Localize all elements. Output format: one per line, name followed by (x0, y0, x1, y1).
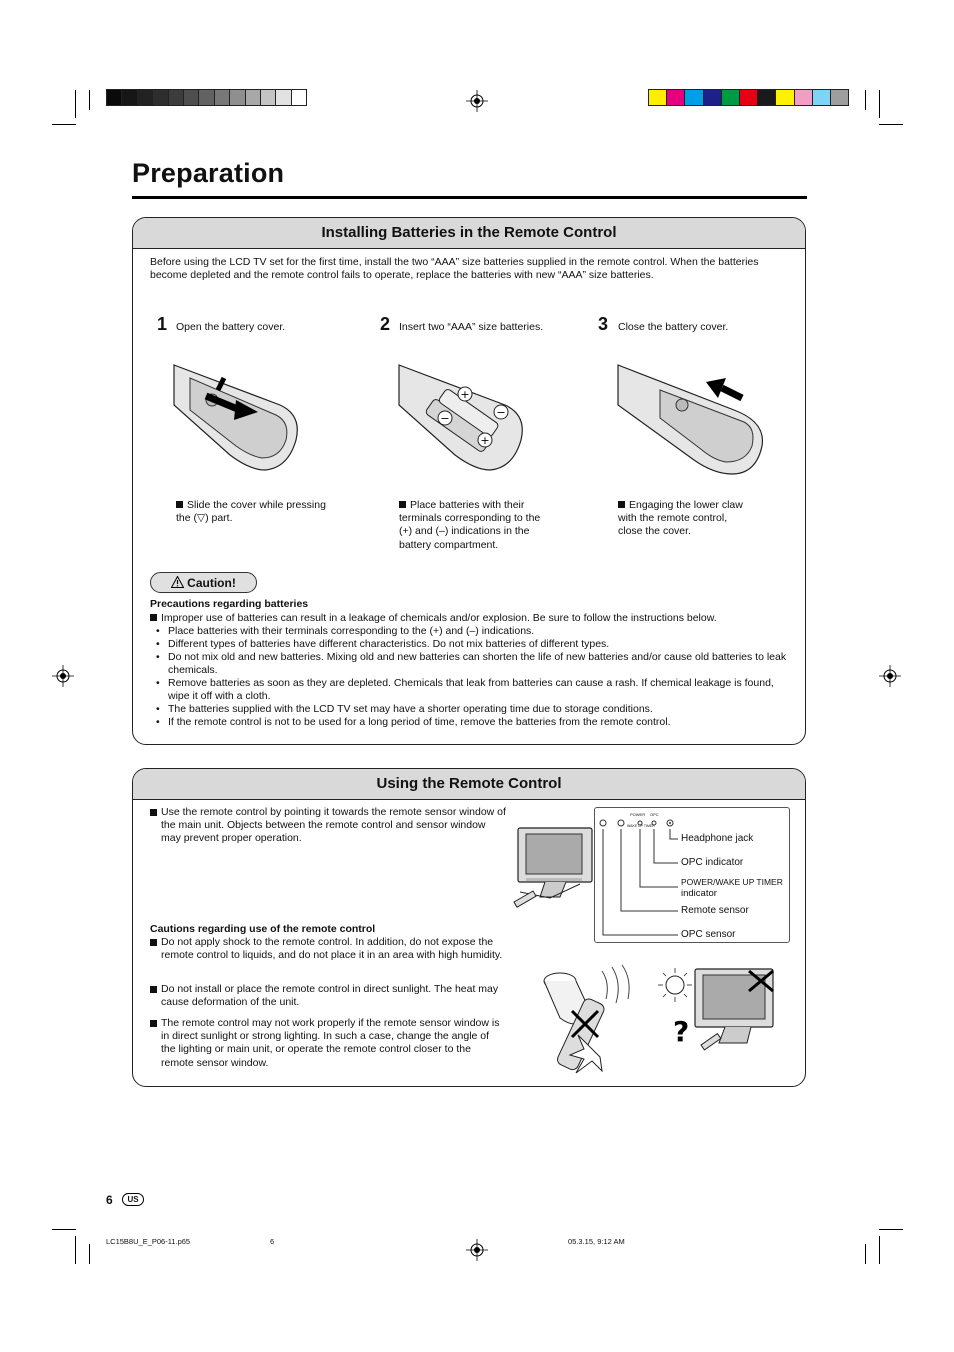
step-2-note (399, 499, 549, 552)
color-swatch (198, 89, 214, 106)
remote-caution-1-text: Do not apply shock to the remote control. In addition, do not expose the remote control to liquids, and do not place it in an area with high humidity. (161, 936, 503, 962)
indicator-leader-lines (594, 807, 790, 943)
remote-close-cover-illustration (614, 360, 774, 480)
square-bullet-icon (399, 501, 406, 508)
registration-mark-icon (52, 665, 74, 687)
tv-front-illustration (510, 822, 600, 914)
list-item: • Different types of batteries have different characteristics. Do not mix batteries of different types. (150, 638, 790, 651)
color-swatch (757, 89, 776, 106)
square-bullet-icon (150, 1020, 157, 1027)
square-bullet-icon (150, 986, 157, 993)
color-swatch (183, 89, 199, 106)
color-swatch (275, 89, 291, 106)
opc-indicator-label: OPC indicator (681, 857, 744, 868)
color-swatch (648, 89, 667, 106)
color-swatch (152, 89, 168, 106)
remote-sensor-label: Remote sensor (681, 905, 749, 916)
step-1-note (176, 499, 326, 525)
color-swatch (121, 89, 137, 106)
batteries-heading: Installing Batteries in the Remote Control (133, 218, 805, 249)
step-2-text: Insert two “AAA” size batteries. (399, 321, 544, 333)
crop-mark (879, 124, 903, 125)
crop-mark (89, 90, 90, 110)
remote-caution-3 (150, 1017, 506, 1070)
svg-text:?: ? (673, 1015, 690, 1048)
color-swatch (137, 89, 153, 106)
step-3-note (618, 499, 748, 539)
square-bullet-icon (150, 614, 157, 621)
color-swatch (830, 89, 849, 106)
opc-sensor-label: OPC sensor (681, 929, 736, 940)
power-indicator-label-1: POWER/WAKE UP TIMER (681, 877, 783, 887)
color-swatch (106, 89, 122, 106)
svg-text:−: − (440, 412, 450, 425)
svg-text:+: + (480, 434, 490, 447)
step-1-note-text: Slide the cover while pressing the (▽) part. (176, 499, 326, 525)
region-badge-text: US (127, 1195, 139, 1204)
step-2-number: 2 (380, 314, 391, 334)
color-swatch (168, 89, 184, 106)
color-swatch (775, 89, 794, 106)
list-item: • Place batteries with their terminals corresponding to the (+) and (–) indications. (150, 625, 790, 638)
square-bullet-icon (618, 501, 625, 508)
color-swatch (291, 89, 307, 106)
remote-caution-2-text: Do not install or place the remote control in direct sunlight. The heat may cause deformation of the unit. (161, 983, 499, 1009)
page-number: 6 (106, 1193, 113, 1207)
color-swatch (245, 89, 261, 106)
region-badge (122, 1193, 144, 1206)
step-1-number: 1 (157, 314, 168, 334)
remote-cautions-title: Cautions regarding use of the remote control (150, 923, 376, 935)
caution-label: Caution! (187, 576, 236, 590)
square-bullet-icon (150, 939, 157, 946)
color-swatch (812, 89, 831, 106)
remote-caution-2 (150, 983, 506, 1009)
svg-text:−: − (496, 406, 506, 419)
remote-insert-batteries-illustration (395, 360, 530, 475)
crop-mark (865, 90, 866, 110)
footer-filename: LC15B8U_E_P06-11.p65 (106, 1237, 191, 1246)
step-3-note-text: Engaging the lower claw with the remote control, close the cover. (618, 499, 743, 538)
headphone-jack-label: Headphone jack (681, 833, 754, 844)
precautions-lead (150, 612, 790, 625)
list-item: • The batteries supplied with the LCD TV set may have a shorter operating time due to storage conditions. (150, 703, 790, 716)
registration-mark-icon (466, 90, 488, 112)
remote-liquid-shock-illustration (540, 963, 640, 1075)
color-swatch (739, 89, 758, 106)
precautions-list (150, 625, 790, 729)
batteries-intro: Before using the LCD TV set for the first time, install the two “AAA” size batteries supplied in the remote control. When the batteries become depleted and the remote control fails to operate, replace the batteries with new “AAA” size batteries. (150, 256, 759, 282)
power-indicator-label-2: indicator (681, 888, 717, 899)
remote-intro-text: Use the remote control by pointing it towards the remote sensor window of the main unit. Objects between the remote control and sensor window may prevent proper operation. (161, 806, 506, 845)
color-swatch (260, 89, 276, 106)
remote-intro (150, 806, 506, 846)
registration-mark-icon (466, 1239, 488, 1261)
crop-mark (865, 1244, 866, 1264)
svg-text:+: + (460, 388, 470, 401)
step-3-text: Close the battery cover. (618, 321, 729, 333)
list-item: • Do not mix old and new batteries. Mixing old and new batteries can shorten the life of new batteries and/or cause old batteries to leak chemicals. (150, 651, 790, 677)
color-swatch (703, 89, 722, 106)
remote-heading: Using the Remote Control (133, 769, 805, 800)
color-swatch (666, 89, 685, 106)
precautions-title: Precautions regarding batteries (150, 598, 309, 610)
footer-page: 6 (270, 1237, 275, 1246)
step-2-note-text: Place batteries with their terminals corresponding to the (+) and (–) indications in the battery compartment. (399, 499, 541, 551)
footer-date: 05.3.15, 9:12 AM (568, 1237, 625, 1246)
square-bullet-icon (176, 501, 183, 508)
caution-badge (150, 572, 257, 593)
crop-mark (879, 1229, 903, 1230)
tv-sunlight-illustration (655, 963, 785, 1063)
crop-mark (52, 1229, 76, 1230)
opc-panel-label: OPC (650, 812, 659, 817)
wake-panel-label: WAKE UP TIMER (627, 824, 655, 828)
step-1-text: Open the battery cover. (176, 321, 286, 333)
crop-mark (879, 1236, 880, 1264)
crop-mark (75, 1236, 76, 1264)
color-swatch (794, 89, 813, 106)
crop-mark (879, 90, 880, 118)
page-title: Preparation (132, 158, 285, 188)
power-panel-label: POWER (630, 812, 646, 817)
crop-mark (89, 1244, 90, 1264)
list-item: • Remove batteries as soon as they are depleted. Chemicals that leak from batteries can cause a rash. If chemical leakage is found, wipe it off with a cloth. (150, 677, 790, 703)
step-3-number: 3 (598, 314, 609, 334)
crop-mark (52, 124, 76, 125)
registration-mark-icon (879, 665, 901, 687)
precautions-lead-text: Improper use of batteries can result in a leakage of chemicals and/or explosion. Be sure to follow the instructions below. (161, 612, 717, 624)
remote-caution-3-text: The remote control may not work properly if the remote sensor window is in direct sunlight or strong lighting. In such a case, change the angle of the lighting or main unit, or operate the remote control closer to the remote sensor window. (161, 1017, 500, 1069)
color-swatch (214, 89, 230, 106)
crop-mark (75, 90, 76, 118)
warning-triangle-icon (171, 576, 184, 588)
remote-caution-1 (150, 936, 506, 962)
color-swatch (229, 89, 245, 106)
square-bullet-icon (150, 809, 157, 816)
color-swatch (684, 89, 703, 106)
remote-open-cover-illustration (170, 360, 305, 475)
color-swatch (721, 89, 740, 106)
title-rule (132, 196, 807, 199)
list-item: • If the remote control is not to be used for a long period of time, remove the batteries from the remote control. (150, 716, 790, 729)
